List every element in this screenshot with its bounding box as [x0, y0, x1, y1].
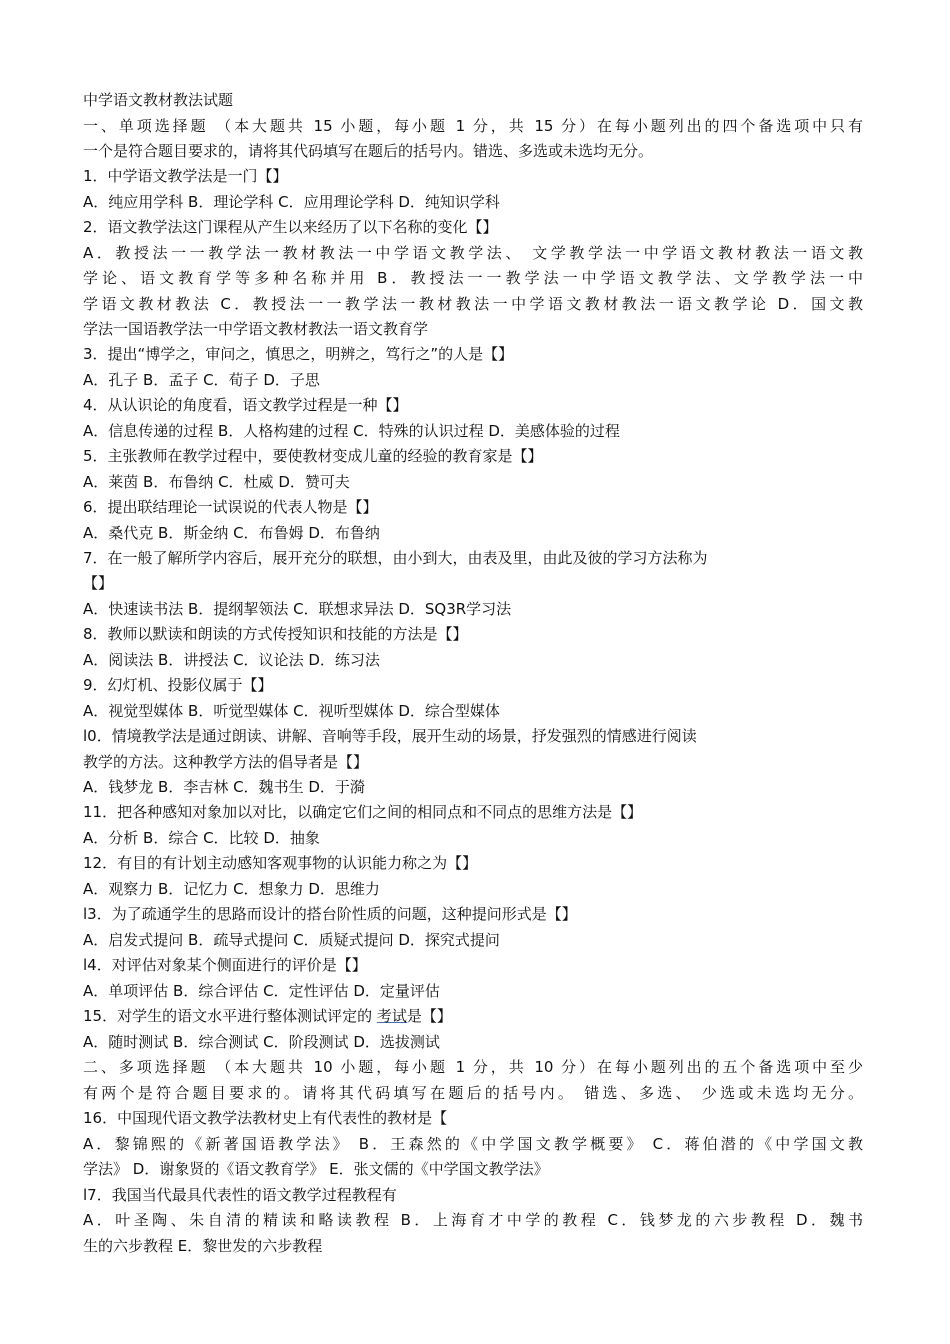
q13-options: A．启发式提问 B．疏导式提问 C．质疑式提问 D．探究式提问	[83, 931, 500, 949]
q6-options: A．桑代克 B．斯金纳 C．布鲁姆 D．布鲁纳	[83, 524, 380, 542]
q16-options-line1: A．黎锦熙的《新著国语教学法》 B．王森然的《中学国文教学概要》 C．蒋伯潜的《中学国文教	[83, 1135, 863, 1153]
q7-stem-line1: 7．在一般了解所学内容后，展开充分的联想，由小到大，由表及里，由此及彼的学习方法称为	[83, 549, 708, 567]
q15-stem	[83, 1006, 452, 1026]
section1-header-line2: 一个是符合题目要求的，请将其代码填写在题后的括号内。错选、多选或未选均无分。	[83, 142, 654, 160]
q2-stem: 2．语文教学法这门课程从产生以来经历了以下名称的变化【】	[83, 218, 498, 236]
q2-options-line4: 学法一国语教学法一中学语文教材教法一语文教育学	[83, 320, 429, 338]
q9-options: A．视觉型媒体 B．听觉型媒体 C．视听型媒体 D．综合型媒体	[83, 702, 500, 720]
q16-stem: 16．中国现代语文教学法教材史上有代表性的教材是【	[83, 1109, 448, 1127]
q4-stem: 4．从认识论的角度看，语文教学过程是一种【】	[83, 396, 408, 414]
q15-stem-before: 15．对学生的语文水平进行整体测试评定的	[83, 1007, 377, 1025]
q16-options-line2: 学法》 D．谢象贤的《语文教育学》 E．张文儒的《中学国文教学法》	[83, 1160, 549, 1178]
q10-stem-line1: l0．情境教学法是通过朗读、讲解、音响等手段，展开生动的场景，抒发强烈的情感进行阅读	[83, 727, 697, 745]
section2-header-line2: 有两个是符合题目要求的。请将其代码填写在题后的括号内。 错选、多选、 少选或未选均无分。	[83, 1084, 863, 1102]
q8-options: A．阅读法 B．讲授法 C．议论法 D．练习法	[83, 651, 380, 669]
q2-options-line2: 学论、语文教育学等多种名称并用 B．教授法一一教学法一中学语文教学法、文学教学法一中	[83, 269, 863, 287]
q15-stem-after: 是【】	[406, 1007, 452, 1025]
q4-options: A．信息传递的过程 B．人格构建的过程 C．特殊的认识过程 D．美感体验的过程	[83, 422, 620, 440]
q2-options-line1: A．教授法一一教学法一教材教法一中学语文教学法、 文学教学法一中学语文教材教法一语文教	[83, 244, 863, 262]
q3-stem: 3．提出“博学之，审问之，慎思之，明辨之，笃行之”的人是【】	[83, 345, 514, 363]
q11-options: A．分析 B．综合 C．比较 D．抽象	[83, 829, 320, 847]
q12-stem: 12．有目的有计划主动感知客观事物的认识能力称之为【】	[83, 854, 478, 872]
q10-options: A．钱梦龙 B．李吉林 C．魏书生 D．于漪	[83, 778, 365, 796]
q3-options: A．孔子 B．孟子 C．荀子 D．子思	[83, 371, 320, 389]
q1-stem: 1．中学语文教学法是一门【】	[83, 167, 288, 185]
q17-options-line1: A．叶圣陶、朱自清的精读和略读教程 B．上海育才中学的教程 C．钱梦龙的六步教程 D．魏书	[83, 1211, 863, 1229]
q11-stem: 11．把各种感知对象加以对比，以确定它们之间的相同点和不同点的思维方法是【】	[83, 803, 643, 821]
q5-stem: 5．主张教师在教学过程中，要使教材变成儿童的经验的教育家是【】	[83, 447, 543, 465]
q7-options: A．快速读书法 B．提纲挈领法 C．联想求异法 D．SQ3R学习法	[83, 600, 512, 618]
q13-stem: l3．为了疏通学生的思路而设计的搭台阶性质的问题，这种提问形式是【】	[83, 905, 577, 923]
q15-options: A．随时测试 B．综合测试 C．阶段测试 D．选拔测试	[83, 1033, 440, 1051]
q17-stem: l7．我国当代最具代表性的语文教学过程教程有	[83, 1186, 397, 1204]
q2-options-line3: 学语文教材教法 C．教授法一一教学法一教材教法一中学语文教材教法一语文教学论 D．国文教	[83, 295, 863, 313]
q15-exam-link[interactable]: 考试	[376, 1007, 407, 1025]
q1-options: A．纯应用学科 B．理论学科 C．应用理论学科 D．纯知识学科	[83, 193, 500, 211]
q12-options: A．观察力 B．记忆力 C．想象力 D．思维力	[83, 880, 380, 898]
document-title: 中学语文教材教法试题	[83, 91, 234, 109]
section1-header-line1: 一、单项选择题 （本大题共 15 小题，每小题 1 分，共 15 分）在每小题列出的四个备选项中只有	[83, 117, 863, 135]
q7-stem-line2: 【】	[83, 574, 114, 592]
q14-stem: l4．对评估对象某个侧面进行的评价是【】	[83, 956, 367, 974]
q6-stem: 6．提出联结理论一试误说的代表人物是【】	[83, 498, 378, 516]
section2-header-line1: 二、多项选择题 （本大题共 10 小题，每小题 1 分，共 10 分）在每小题列出的五个备选项中至少	[83, 1058, 863, 1076]
q8-stem: 8．教师以默读和朗读的方式传授知识和技能的方法是【】	[83, 625, 468, 643]
q10-stem-line2: 教学的方法。这种教学方法的倡导者是【】	[83, 753, 369, 771]
q9-stem: 9．幻灯机、投影仪属于【】	[83, 676, 273, 694]
q17-options-line2: 生的六步教程 E．黎世发的六步教程	[83, 1237, 323, 1255]
q14-options: A．单项评估 B．综合评估 C．定性评估 D．定量评估	[83, 982, 440, 1000]
q5-options: A．莱茵 B．布鲁纳 C．杜威 D．赞可夫	[83, 473, 350, 491]
